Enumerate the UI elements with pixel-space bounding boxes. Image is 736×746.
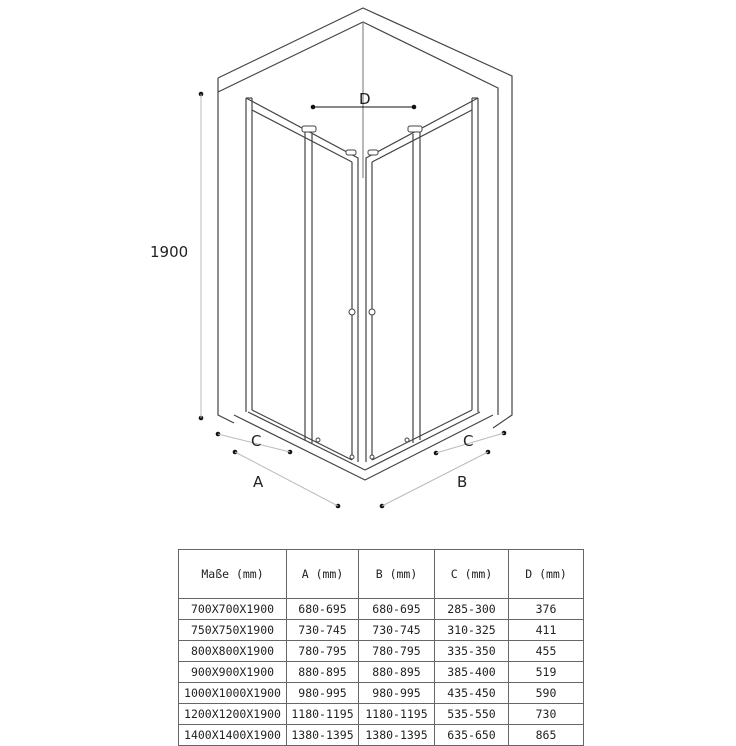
b-label: B — [457, 473, 468, 491]
cell-d: 590 — [509, 683, 584, 704]
cell-b: 1380-1395 — [359, 725, 435, 746]
header-d: D (mm) — [509, 550, 584, 599]
cell-b: 780-795 — [359, 641, 435, 662]
table-row — [179, 725, 584, 746]
cell-a: 730-745 — [287, 620, 359, 641]
cell-d: 865 — [509, 725, 584, 746]
cell-a: 680-695 — [287, 599, 359, 620]
height-label: 1900 — [150, 243, 189, 261]
header-b: B (mm) — [359, 550, 435, 599]
left-c-label: C — [251, 432, 262, 450]
cell-size: 1200X1200X1900 — [179, 704, 287, 725]
cell-size: 750X750X1900 — [179, 620, 287, 641]
table-row — [179, 620, 584, 641]
table-row — [179, 704, 584, 725]
d-label: D — [359, 90, 371, 108]
a-label: A — [253, 473, 264, 491]
cell-d: 730 — [509, 704, 584, 725]
cell-size: 700X700X1900 — [179, 599, 287, 620]
handle-right — [369, 309, 375, 315]
cell-size: 900X900X1900 — [179, 662, 287, 683]
a-dimension-line — [235, 452, 338, 506]
cell-size: 800X800X1900 — [179, 641, 287, 662]
cell-a: 880-895 — [287, 662, 359, 683]
cell-a: 1180-1195 — [287, 704, 359, 725]
cell-c: 285-300 — [435, 599, 509, 620]
cell-c: 435-450 — [435, 683, 509, 704]
right-c-label: C — [463, 432, 474, 450]
cell-a: 780-795 — [287, 641, 359, 662]
handle-left — [349, 309, 355, 315]
header-c: C (mm) — [435, 550, 509, 599]
cell-b: 730-745 — [359, 620, 435, 641]
cell-c: 535-550 — [435, 704, 509, 725]
table-row — [179, 683, 584, 704]
table-header-row — [179, 550, 584, 599]
cell-size: 1000X1000X1900 — [179, 683, 287, 704]
b-dimension-line — [382, 452, 488, 506]
cell-b: 880-895 — [359, 662, 435, 683]
table-row — [179, 662, 584, 683]
cell-d: 519 — [509, 662, 584, 683]
dimensions-table — [178, 549, 584, 746]
cell-b: 1180-1195 — [359, 704, 435, 725]
cell-b: 680-695 — [359, 599, 435, 620]
cell-b: 980-995 — [359, 683, 435, 704]
cell-a: 1380-1395 — [287, 725, 359, 746]
cell-c: 335-350 — [435, 641, 509, 662]
table-row — [179, 599, 584, 620]
header-size: Maße (mm) — [179, 550, 287, 599]
table-row — [179, 641, 584, 662]
cell-size: 1400X1400X1900 — [179, 725, 287, 746]
cell-c: 310-325 — [435, 620, 509, 641]
cell-a: 980-995 — [287, 683, 359, 704]
cell-c: 385-400 — [435, 662, 509, 683]
cell-d: 411 — [509, 620, 584, 641]
cell-d: 455 — [509, 641, 584, 662]
cell-d: 376 — [509, 599, 584, 620]
cell-c: 635-650 — [435, 725, 509, 746]
header-a: A (mm) — [287, 550, 359, 599]
